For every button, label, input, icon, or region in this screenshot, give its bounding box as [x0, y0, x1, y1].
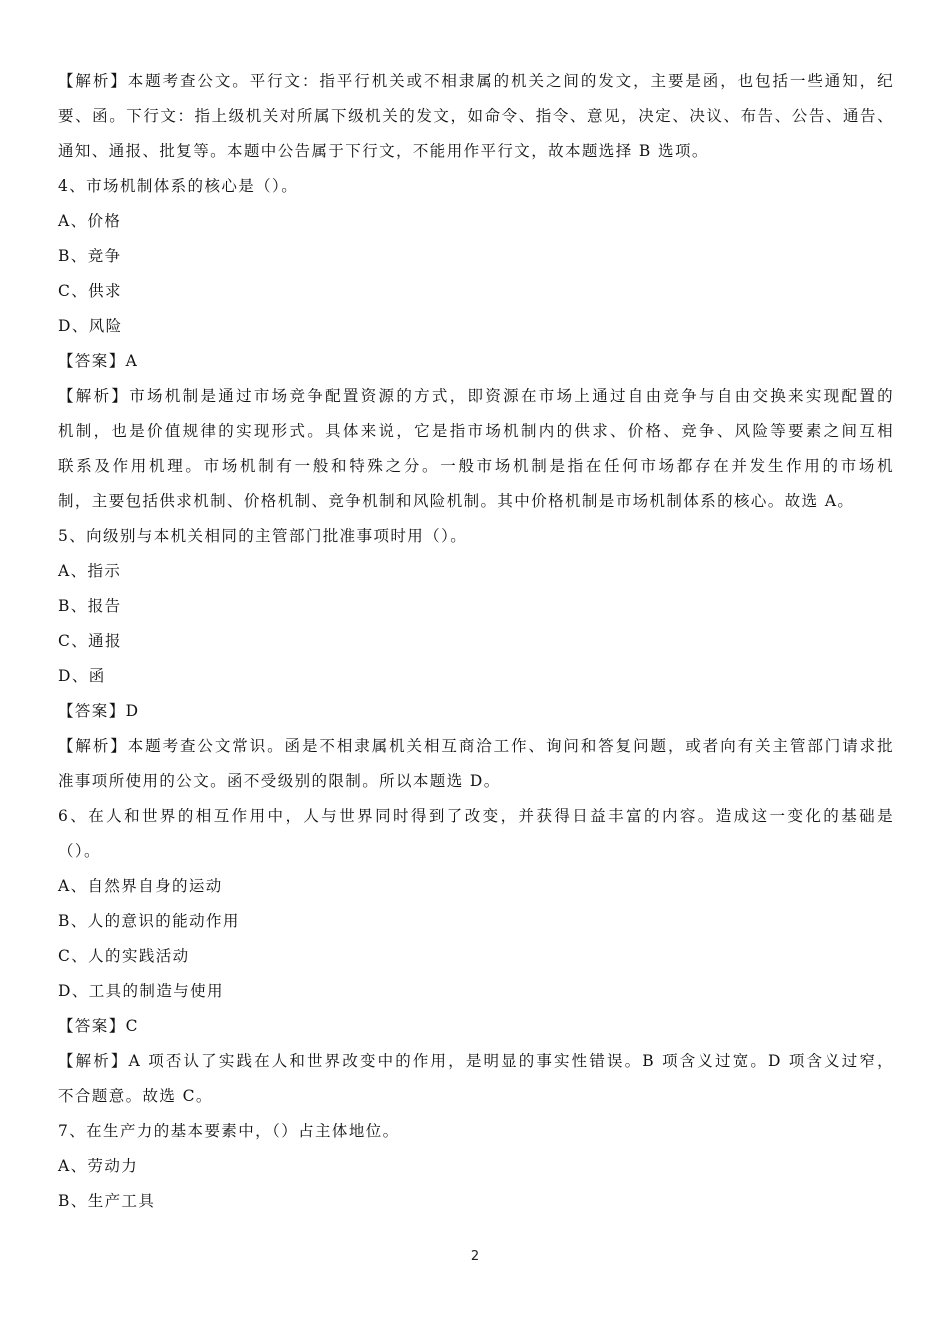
answer: 【答案】C [58, 1017, 139, 1035]
option-b: B、生产工具 [58, 1192, 156, 1210]
analysis [58, 1044, 894, 1114]
analysis-line: 【解析】本题考查公文。平行文：指平行机关或不相隶属的机关之间的发文，主要是函，也包括一些通知，纪 [58, 72, 894, 90]
question-7 [58, 1114, 894, 1219]
analysis [58, 729, 894, 799]
analysis-line: 制，主要包括供求机制、价格机制、竞争机制和风险机制。其中价格机制是市场机制体系的核心。故选 A。 [58, 492, 855, 510]
option-b: B、人的意识的能动作用 [58, 912, 240, 930]
question-stem: 4、市场机制体系的核心是（）。 [58, 177, 299, 195]
option-c: C、供求 [58, 282, 122, 300]
page-content [58, 64, 894, 1219]
option-b: B、报告 [58, 597, 122, 615]
question-stem: 6、在人和世界的相互作用中，人与世界同时得到了改变，并获得日益丰富的内容。造成这一变化的基础是 [58, 807, 894, 825]
analysis-line: 通知、通报、批复等。本题中公告属于下行文，不能用作平行文，故本题选择 B 选项。 [58, 142, 709, 160]
question-4 [58, 169, 894, 519]
question-stem: 5、向级别与本机关相同的主管部门批准事项时用（）。 [58, 527, 468, 545]
option-c: C、人的实践活动 [58, 947, 190, 965]
analysis-line: 机制，也是价值规律的实现形式。具体来说，它是指市场机制内的供求、价格、竞争、风险等要素之间互相 [58, 422, 894, 440]
question-5 [58, 519, 894, 799]
option-a: A、指示 [58, 562, 122, 580]
option-c: C、通报 [58, 632, 122, 650]
option-a: A、价格 [58, 212, 122, 230]
option-a: A、自然界自身的运动 [58, 877, 223, 895]
analysis-line: 准事项所使用的公文。函不受级别的限制。所以本题选 D。 [58, 772, 501, 790]
answer: 【答案】D [58, 702, 140, 720]
page-number: 2 [470, 1249, 480, 1264]
question-stem-block [58, 799, 894, 869]
option-d: D、风险 [58, 317, 123, 335]
analysis-line: 不合题意。故选 C。 [58, 1087, 213, 1105]
analysis-line: 【解析】本题考查公文常识。函是不相隶属机关相互商洽工作、询问和答复问题，或者向有关主管部门请求批 [58, 737, 894, 755]
analysis [58, 379, 894, 519]
analysis-line: 【解析】市场机制是通过市场竞争配置资源的方式，即资源在市场上通过自由竞争与自由交换来实现配置的 [58, 387, 894, 405]
option-d: D、函 [58, 667, 106, 685]
option-a: A、劳动力 [58, 1157, 139, 1175]
answer: 【答案】A [58, 352, 139, 370]
question-stem: （）。 [58, 842, 101, 860]
question-stem: 7、在生产力的基本要素中，（）占主体地位。 [58, 1122, 400, 1140]
intro-analysis [58, 64, 894, 169]
question-6 [58, 799, 894, 1114]
option-d: D、工具的制造与使用 [58, 982, 224, 1000]
analysis-line: 联系及作用机理。市场机制有一般和特殊之分。一般市场机制是指在任何市场都存在并发生作用的市场机 [58, 457, 894, 475]
analysis-line: 【解析】A 项否认了实践在人和世界改变中的作用，是明显的事实性错误。B 项含义过宽。D 项含义过窄， [58, 1052, 894, 1070]
option-b: B、竞争 [58, 247, 122, 265]
analysis-line: 要、函。下行文：指上级机关对所属下级机关的发文，如命令、指令、意见，决定、决议、布告、公告、通告、 [58, 107, 894, 125]
